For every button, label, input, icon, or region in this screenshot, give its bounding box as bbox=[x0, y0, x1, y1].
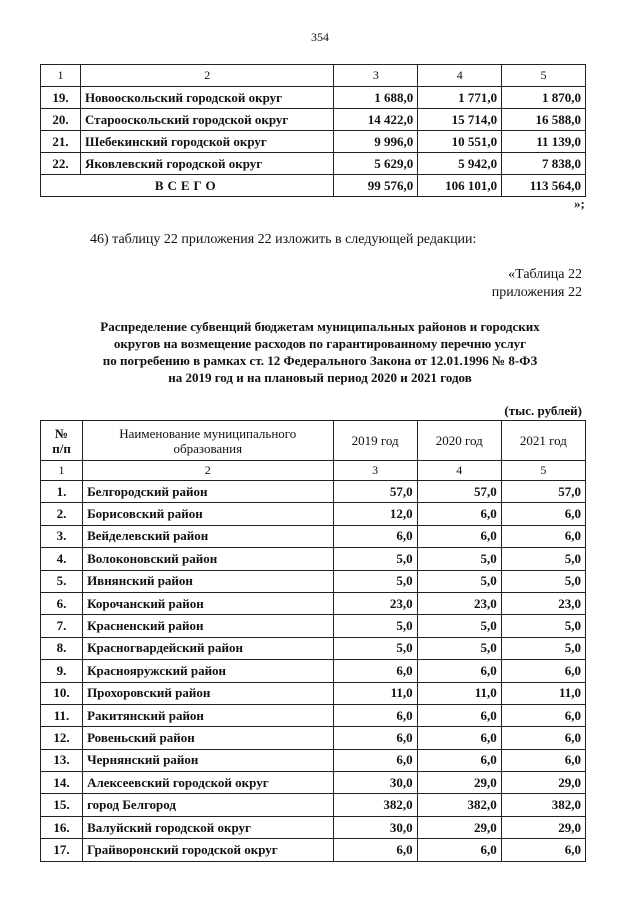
row-value-2019: 6,0 bbox=[333, 704, 417, 726]
col-number-cell: 5 bbox=[502, 65, 586, 87]
table-row bbox=[41, 749, 586, 771]
row-value-2019: 30,0 bbox=[333, 816, 417, 838]
ref-line-appendix: приложения 22 bbox=[491, 285, 582, 300]
row-number: 11. bbox=[41, 704, 83, 726]
row-value-2020: 5,0 bbox=[417, 570, 501, 592]
row-number: 3. bbox=[41, 525, 83, 547]
table-row bbox=[41, 704, 586, 726]
row-value-2019: 14 422,0 bbox=[334, 109, 418, 131]
row-value-2021: 1 870,0 bbox=[502, 87, 586, 109]
row-name: Борисовский район bbox=[83, 503, 333, 525]
row-name: Волоконовский район bbox=[83, 548, 333, 570]
row-number: 8. bbox=[41, 637, 83, 659]
col-number-cell: 4 bbox=[418, 65, 502, 87]
row-value-2020: 29,0 bbox=[417, 772, 501, 794]
row-value-2020: 6,0 bbox=[417, 839, 501, 861]
row-value-2021: 11,0 bbox=[501, 682, 585, 704]
table-row bbox=[41, 772, 586, 794]
row-number: 5. bbox=[41, 570, 83, 592]
row-name: Шебекинский городской округ bbox=[80, 131, 334, 153]
table-header-row bbox=[41, 421, 586, 461]
row-number: 9. bbox=[41, 660, 83, 682]
row-value-2020: 11,0 bbox=[417, 682, 501, 704]
row-number: 13. bbox=[41, 749, 83, 771]
table-row bbox=[41, 592, 586, 614]
subsidy-table-body bbox=[41, 481, 586, 862]
col-number-cell: 1 bbox=[41, 461, 83, 481]
row-number: 17. bbox=[41, 839, 83, 861]
row-number: 19. bbox=[41, 87, 81, 109]
row-value-2020: 6,0 bbox=[417, 749, 501, 771]
row-number: 6. bbox=[41, 592, 83, 614]
row-value-2020: 5,0 bbox=[417, 548, 501, 570]
row-value-2021: 6,0 bbox=[501, 727, 585, 749]
row-name: Ивнянский район bbox=[83, 570, 333, 592]
row-value-2020: 29,0 bbox=[417, 816, 501, 838]
row-value-2021: 5,0 bbox=[501, 637, 585, 659]
row-name: Белгородский район bbox=[83, 481, 333, 503]
row-value-2020: 382,0 bbox=[417, 794, 501, 816]
row-value-2019: 6,0 bbox=[333, 749, 417, 771]
table-row bbox=[41, 794, 586, 816]
row-value-2021: 6,0 bbox=[501, 704, 585, 726]
row-value-2019: 5,0 bbox=[333, 637, 417, 659]
row-value-2019: 5,0 bbox=[333, 615, 417, 637]
row-name: Краснояружский район bbox=[83, 660, 333, 682]
row-value-2020: 23,0 bbox=[417, 592, 501, 614]
title-line: по погребению в рамках ст. 12 Федерального Закона от 12.01.1996 № 8-ФЗ bbox=[102, 353, 538, 368]
closing-quote: »; bbox=[574, 196, 585, 211]
total-value-2021: 113 564,0 bbox=[502, 175, 586, 197]
table-row bbox=[41, 548, 586, 570]
row-value-2021: 57,0 bbox=[501, 481, 585, 503]
row-value-2021: 23,0 bbox=[501, 592, 585, 614]
col-number-cell: 2 bbox=[83, 461, 333, 481]
row-number: 12. bbox=[41, 727, 83, 749]
row-number: 14. bbox=[41, 772, 83, 794]
header-2021: 2021 год bbox=[501, 421, 585, 461]
row-value-2020: 6,0 bbox=[417, 704, 501, 726]
row-value-2021: 5,0 bbox=[501, 548, 585, 570]
row-name: Прохоровский район bbox=[83, 682, 333, 704]
row-value-2019: 11,0 bbox=[333, 682, 417, 704]
table-row bbox=[41, 481, 586, 503]
row-value-2021: 5,0 bbox=[501, 615, 585, 637]
table-row bbox=[41, 816, 586, 838]
table-reference bbox=[492, 266, 582, 302]
row-value-2021: 5,0 bbox=[501, 570, 585, 592]
row-name: Старооскольский городской округ bbox=[80, 109, 334, 131]
row-value-2021: 6,0 bbox=[501, 839, 585, 861]
row-number: 1. bbox=[41, 481, 83, 503]
row-value-2021: 11 139,0 bbox=[502, 131, 586, 153]
col-number-cell: 3 bbox=[333, 461, 417, 481]
row-value-2021: 16 588,0 bbox=[502, 109, 586, 131]
table-row bbox=[41, 503, 586, 525]
ref-line-table: «Таблица 22 bbox=[508, 267, 582, 282]
total-value-2020: 106 101,0 bbox=[418, 175, 502, 197]
row-value-2019: 5,0 bbox=[333, 570, 417, 592]
row-name: Валуйский городской округ bbox=[83, 816, 333, 838]
row-value-2020: 6,0 bbox=[417, 727, 501, 749]
col-number-cell: 3 bbox=[334, 65, 418, 87]
header-name-line: Наименование муниципального bbox=[119, 425, 297, 441]
title-line: Распределение субвенций бюджетам муниципальных районов и городских bbox=[100, 319, 540, 334]
table-continuation bbox=[40, 64, 586, 197]
table-row bbox=[41, 839, 586, 861]
total-row bbox=[41, 175, 586, 197]
row-name: Красногвардейский район bbox=[83, 637, 333, 659]
row-name: Вейделевский район bbox=[83, 525, 333, 547]
row-name: Чернянский район bbox=[83, 749, 333, 771]
header-name bbox=[83, 421, 333, 461]
page-number: 354 bbox=[311, 30, 329, 44]
row-value-2020: 15 714,0 bbox=[418, 109, 502, 131]
table-row bbox=[41, 660, 586, 682]
table-row bbox=[41, 570, 586, 592]
col-number-cell: 1 bbox=[41, 65, 81, 87]
title-line: на 2019 год и на плановый период 2020 и 2021 годов bbox=[168, 370, 472, 385]
table-header-row bbox=[41, 65, 586, 87]
row-value-2020: 5 942,0 bbox=[418, 153, 502, 175]
row-number: 4. bbox=[41, 548, 83, 570]
column-numbers-row bbox=[41, 461, 586, 481]
row-number: 20. bbox=[41, 109, 81, 131]
row-value-2021: 6,0 bbox=[501, 525, 585, 547]
title-line: округов на возмещение расходов по гарантированному перечню услуг bbox=[113, 336, 527, 351]
row-number: 10. bbox=[41, 682, 83, 704]
row-value-2021: 6,0 bbox=[501, 503, 585, 525]
row-value-2019: 382,0 bbox=[333, 794, 417, 816]
row-value-2019: 6,0 bbox=[333, 525, 417, 547]
row-value-2020: 1 771,0 bbox=[418, 87, 502, 109]
row-name: Алексеевский городской округ bbox=[83, 772, 333, 794]
row-value-2020: 6,0 bbox=[417, 503, 501, 525]
row-value-2021: 29,0 bbox=[501, 816, 585, 838]
subsidy-table bbox=[40, 420, 586, 862]
header-number-line: п/п bbox=[52, 440, 71, 456]
header-name-line: образования bbox=[173, 440, 243, 456]
total-value-2019: 99 576,0 bbox=[334, 175, 418, 197]
header-number bbox=[41, 421, 83, 461]
row-name: город Белгород bbox=[83, 794, 333, 816]
row-value-2019: 57,0 bbox=[333, 481, 417, 503]
row-value-2019: 23,0 bbox=[333, 592, 417, 614]
row-number: 16. bbox=[41, 816, 83, 838]
row-value-2019: 12,0 bbox=[333, 503, 417, 525]
row-value-2019: 5,0 bbox=[333, 548, 417, 570]
row-number: 21. bbox=[41, 131, 81, 153]
row-value-2019: 1 688,0 bbox=[334, 87, 418, 109]
table-row bbox=[41, 109, 586, 131]
table-row bbox=[41, 131, 586, 153]
row-value-2021: 7 838,0 bbox=[502, 153, 586, 175]
col-number-cell: 2 bbox=[80, 65, 334, 87]
table-row bbox=[41, 637, 586, 659]
table-row bbox=[41, 727, 586, 749]
document-title bbox=[40, 318, 600, 386]
row-value-2021: 382,0 bbox=[501, 794, 585, 816]
row-value-2019: 9 996,0 bbox=[334, 131, 418, 153]
table-row bbox=[41, 682, 586, 704]
col-number-cell: 5 bbox=[501, 461, 585, 481]
row-value-2020: 57,0 bbox=[417, 481, 501, 503]
total-label: ВСЕГО bbox=[41, 175, 334, 197]
col-number-cell: 4 bbox=[417, 461, 501, 481]
table-row bbox=[41, 615, 586, 637]
header-2019: 2019 год bbox=[333, 421, 417, 461]
row-value-2019: 30,0 bbox=[333, 772, 417, 794]
row-name: Корочанский район bbox=[83, 592, 333, 614]
row-value-2019: 6,0 bbox=[333, 839, 417, 861]
row-name: Ровеньский район bbox=[83, 727, 333, 749]
row-value-2021: 29,0 bbox=[501, 772, 585, 794]
header-number-line: № bbox=[54, 425, 69, 441]
instruction-text: 46) таблицу 22 приложения 22 изложить в следующей редакции: bbox=[90, 232, 477, 247]
table-row bbox=[41, 87, 586, 109]
row-value-2019: 6,0 bbox=[333, 660, 417, 682]
row-value-2019: 5 629,0 bbox=[334, 153, 418, 175]
table-row bbox=[41, 525, 586, 547]
row-value-2019: 6,0 bbox=[333, 727, 417, 749]
row-name: Красненский район bbox=[83, 615, 333, 637]
row-number: 7. bbox=[41, 615, 83, 637]
row-name: Грайворонский городской округ bbox=[83, 839, 333, 861]
row-number: 22. bbox=[41, 153, 81, 175]
row-value-2020: 6,0 bbox=[417, 660, 501, 682]
row-value-2021: 6,0 bbox=[501, 749, 585, 771]
units-label: (тыс. рублей) bbox=[504, 403, 582, 418]
row-value-2020: 10 551,0 bbox=[418, 131, 502, 153]
row-number: 2. bbox=[41, 503, 83, 525]
row-value-2020: 5,0 bbox=[417, 615, 501, 637]
table-row bbox=[41, 153, 586, 175]
row-value-2020: 5,0 bbox=[417, 637, 501, 659]
row-name: Новооскольский городской округ bbox=[80, 87, 334, 109]
row-name: Ракитянский район bbox=[83, 704, 333, 726]
row-name: Яковлевский городской округ bbox=[80, 153, 334, 175]
row-number: 15. bbox=[41, 794, 83, 816]
row-value-2020: 6,0 bbox=[417, 525, 501, 547]
row-value-2021: 6,0 bbox=[501, 660, 585, 682]
header-2020: 2020 год bbox=[417, 421, 501, 461]
